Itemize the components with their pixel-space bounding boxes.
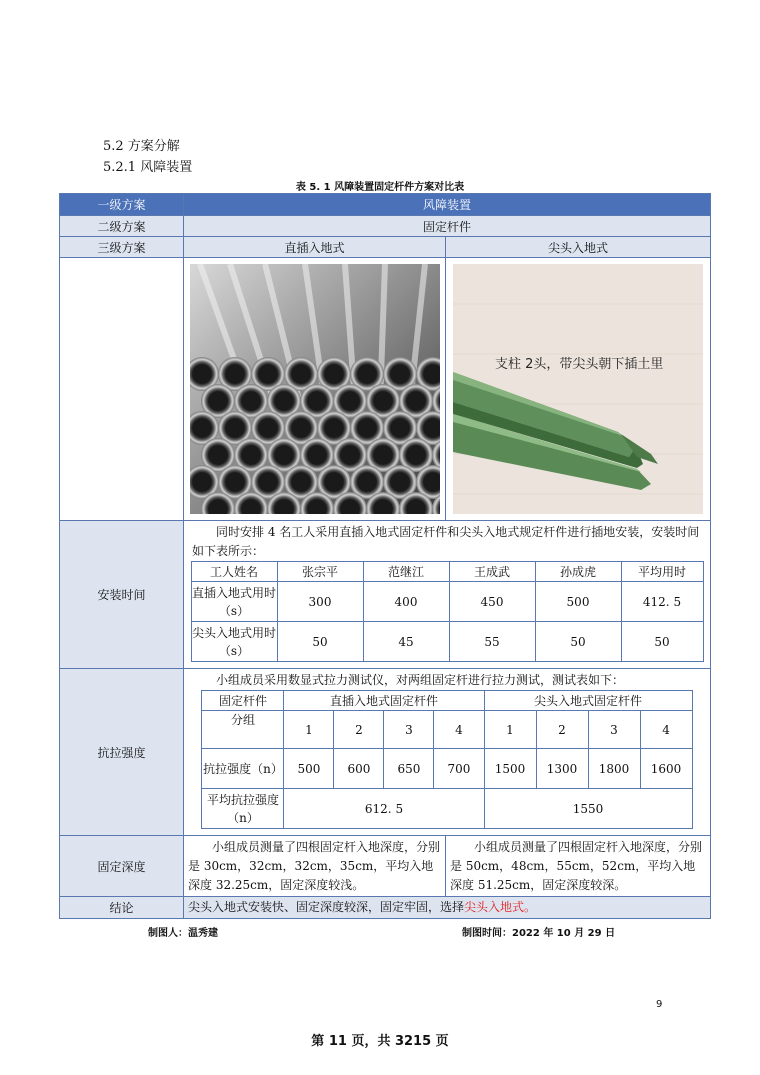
steel-pipes-photo-cell <box>184 258 446 521</box>
image-row <box>60 258 711 521</box>
tensile-label: 抗拉强度 <box>60 669 184 836</box>
pointed-stake-photo-cell <box>446 258 711 521</box>
level2-value: 固定杆件 <box>184 216 711 237</box>
tensile-cell: 1 <box>284 711 334 749</box>
depth-a-text: 小组成员测量了四根固定杆入地深度，分别是 30cm，32cm，32cm，35cm，平均入地深度 32.25cm，固定深度较浅。 <box>188 839 441 892</box>
install-cell: 500 <box>535 582 621 622</box>
depth-label: 固定深度 <box>60 836 184 897</box>
pointed-stake-photo <box>453 264 703 514</box>
tensile-cell: 1300 <box>536 749 588 789</box>
tensile-cell: 4 <box>640 711 692 749</box>
tensile-content <box>184 669 711 836</box>
install-content <box>184 521 711 669</box>
tensile-cell: 2 <box>334 711 384 749</box>
tensile-group-b: 尖头入地式固定杆件 <box>484 691 692 711</box>
install-row-label: 尖头入地式用时（s） <box>191 622 277 662</box>
tensile-avg-label: 平均抗拉强度（n） <box>202 789 284 829</box>
level3-label: 三级方案 <box>60 237 184 258</box>
install-cell: 50 <box>535 622 621 662</box>
tensile-cell: 1600 <box>640 749 692 789</box>
maker: 制图人：温秀建 <box>148 928 218 939</box>
photo-caption: 支柱 2头，带尖头朝下插土里 <box>495 357 664 372</box>
conclusion-label: 结论 <box>60 897 184 919</box>
conclusion-highlight: 尖头入地式。 <box>464 900 537 914</box>
conclusion-row <box>60 897 711 919</box>
install-header: 平均用时 <box>621 562 703 582</box>
level2-row <box>60 216 711 237</box>
tensile-cell: 2 <box>536 711 588 749</box>
install-cell: 45 <box>363 622 449 662</box>
tensile-cell: 1800 <box>588 749 640 789</box>
level2-label: 二级方案 <box>60 216 184 237</box>
level1-label: 一级方案 <box>60 194 184 216</box>
tensile-avg-row <box>202 789 692 829</box>
tensile-cell: 700 <box>434 749 484 789</box>
tensile-strength-row <box>202 749 692 789</box>
option-b-label: 尖头入地式 <box>446 237 711 258</box>
tensile-cell: 4 <box>434 711 484 749</box>
install-cell: 50 <box>621 622 703 662</box>
table-caption: 表 5. 1 风障装置固定杆件方案对比表 <box>295 182 465 193</box>
depth-b-cell <box>446 836 711 897</box>
tensile-avg-b: 1550 <box>484 789 692 829</box>
comparison-table <box>59 193 711 919</box>
install-cell: 50 <box>277 622 363 662</box>
section-title: 5.2 方案分解 <box>103 139 180 154</box>
page-number: 9 <box>656 999 663 1010</box>
install-cell: 412. 5 <box>621 582 703 622</box>
tensile-group-row <box>202 711 692 749</box>
conclusion-cell <box>184 897 711 919</box>
install-cell: 55 <box>449 622 535 662</box>
install-header-row <box>191 562 703 582</box>
depth-a-cell <box>184 836 446 897</box>
tensile-group-a: 直插入地式固定杆件 <box>284 691 484 711</box>
section-subtitle: 5.2.1 风障装置 <box>103 160 193 175</box>
install-header: 张宗平 <box>277 562 363 582</box>
install-intro: 同时安排 4 名工人采用直插入地式固定杆件和尖头入地式规定杆件进行插地安装，安装时间如下表所示： <box>192 525 700 558</box>
tensile-fixed-header: 固定杆件 <box>202 691 284 711</box>
install-header: 孙成虎 <box>535 562 621 582</box>
make-date: 制图时间：2022 年 10 月 29 日 <box>462 928 616 939</box>
tensile-cell: 500 <box>284 749 334 789</box>
tensile-avg-a: 612. 5 <box>284 789 484 829</box>
tensile-cell: 1500 <box>484 749 536 789</box>
depth-b-text: 小组成员测量了四根固定杆入地深度，分别是 50cm，48cm，55cm，52cm，平均入地深度 51.25cm，固定深度较深。 <box>450 839 703 892</box>
steel-pipes-photo <box>190 264 440 514</box>
install-label: 安装时间 <box>60 521 184 669</box>
install-row <box>60 521 711 669</box>
install-header: 王成武 <box>449 562 535 582</box>
conclusion-text: 尖头入地式安装快、固定深度较深，固定牢固，选择 <box>188 900 465 914</box>
level1-row <box>60 194 711 216</box>
depth-row <box>60 836 711 897</box>
image-row-label <box>60 258 184 521</box>
install-header: 工人姓名 <box>191 562 277 582</box>
install-cell: 450 <box>449 582 535 622</box>
install-cell: 400 <box>363 582 449 622</box>
page-footer: 第 11 页，共 3215 页 <box>311 1034 449 1049</box>
tensile-cell: 3 <box>384 711 434 749</box>
tensile-table <box>201 690 692 829</box>
tensile-cell: 600 <box>334 749 384 789</box>
tensile-cell: 1 <box>484 711 536 749</box>
tensile-cell: 3 <box>588 711 640 749</box>
level3-row <box>60 237 711 258</box>
install-header: 范继江 <box>363 562 449 582</box>
tensile-group-label: 分组 <box>202 711 284 749</box>
install-row-label: 直插入地式用时（s） <box>191 582 277 622</box>
tensile-strength-label: 抗拉强度（n） <box>202 749 284 789</box>
install-row-straight <box>191 582 703 622</box>
install-cell: 300 <box>277 582 363 622</box>
install-time-table <box>191 561 704 662</box>
tensile-row <box>60 669 711 836</box>
install-row-pointed <box>191 622 703 662</box>
tensile-intro: 小组成员采用数显式拉力测试仪，对两组固定杆进行拉力测试，测试表如下： <box>216 673 625 687</box>
tensile-header-row <box>202 691 692 711</box>
level1-value: 风障装置 <box>184 194 711 216</box>
tensile-cell: 650 <box>384 749 434 789</box>
option-a-label: 直插入地式 <box>184 237 446 258</box>
